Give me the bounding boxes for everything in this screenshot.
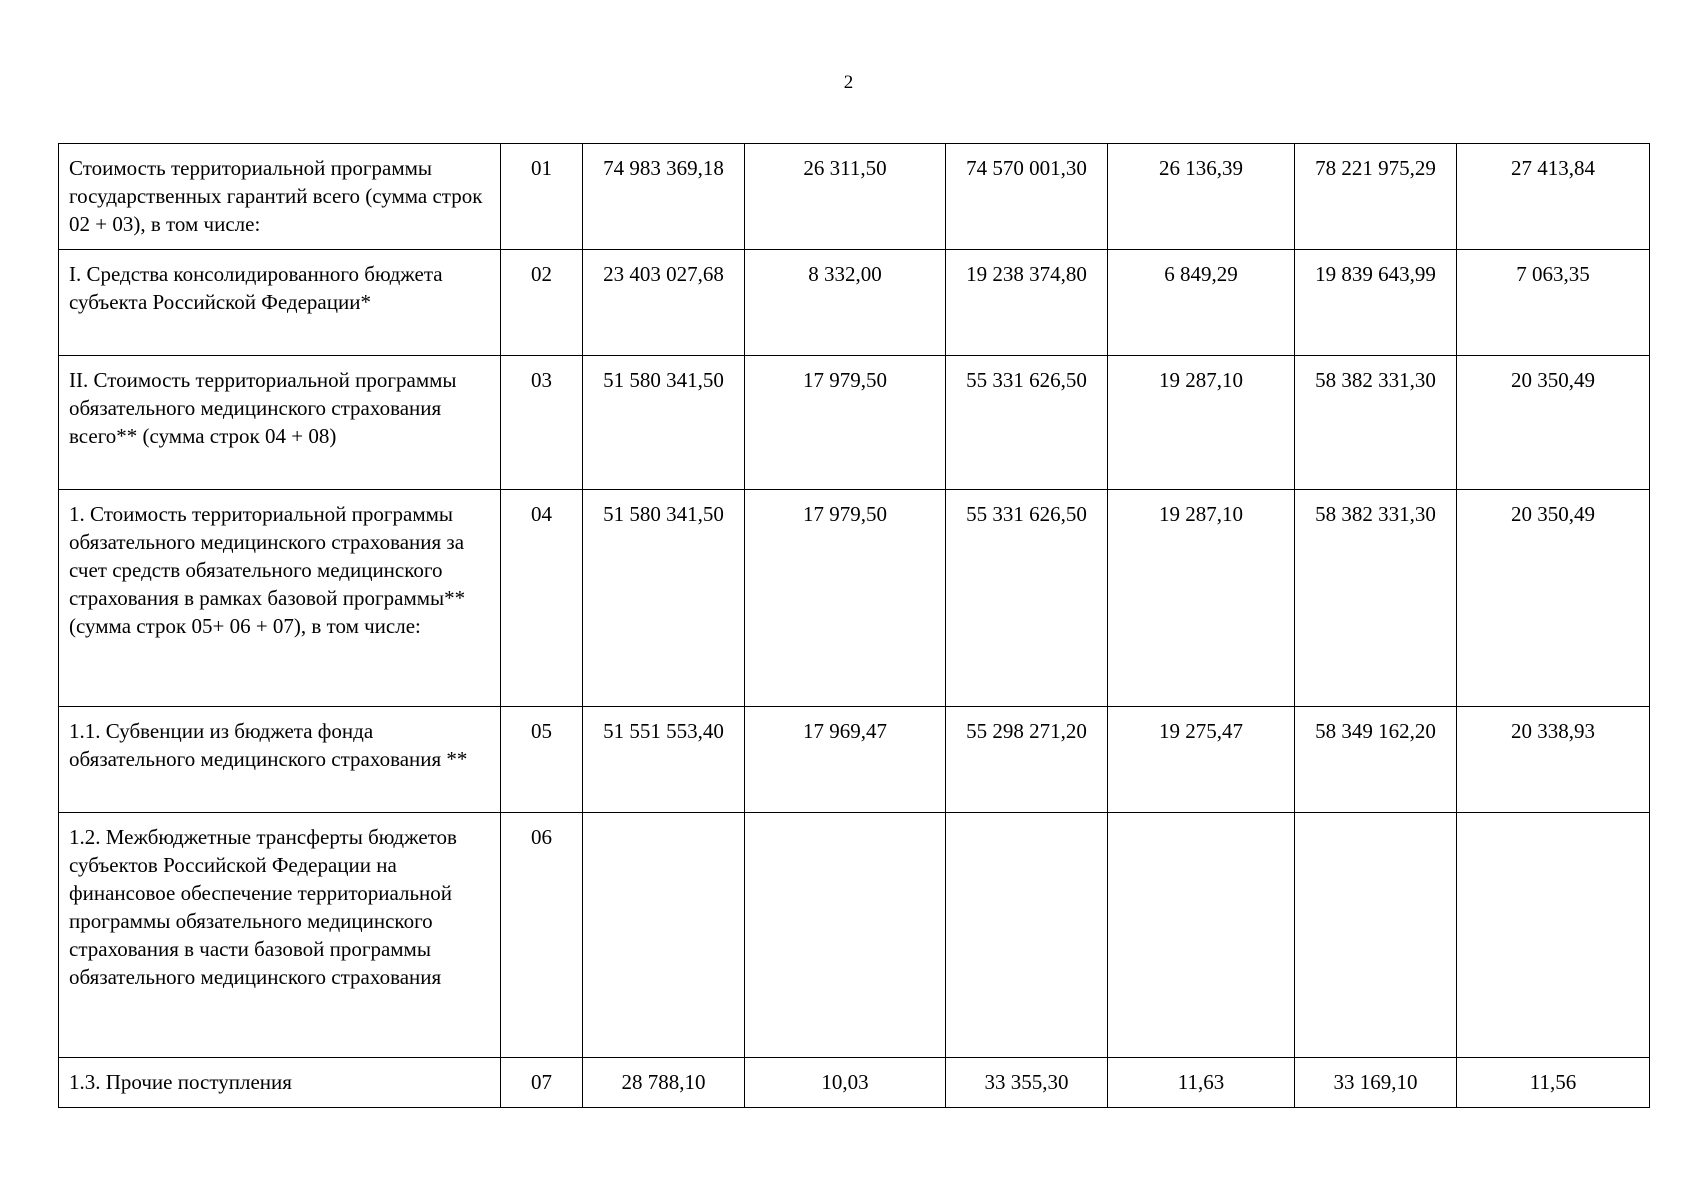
value-cell: 17 979,50 — [745, 356, 946, 490]
value-cell: 26 311,50 — [745, 144, 946, 250]
value-cell: 74 983 369,18 — [583, 144, 745, 250]
value-cell: 51 551 553,40 — [583, 707, 745, 813]
value-cell: 20 350,49 — [1457, 490, 1650, 707]
value-cell: 33 355,30 — [946, 1058, 1108, 1108]
value-cell: 19 275,47 — [1108, 707, 1295, 813]
value-cell: 26 136,39 — [1108, 144, 1295, 250]
row-name-cell: I. Средства консолидированного бюджета субъекта Российской Федерации* — [59, 250, 501, 356]
value-cell: 6 849,29 — [1108, 250, 1295, 356]
row-name-cell: 1. Стоимость территориальной программы обязательного медицинского страхования за счет средств обязательного медицинского страхования в рамках базовой программы** (сумма строк 05+ 06 + 07), в том числе: — [59, 490, 501, 707]
budget-table — [58, 143, 1650, 1108]
value-cell: 19 839 643,99 — [1295, 250, 1457, 356]
value-cell: 7 063,35 — [1457, 250, 1650, 356]
value-cell: 58 382 331,30 — [1295, 356, 1457, 490]
row-code-cell: 01 — [501, 144, 583, 250]
value-cell: 20 338,93 — [1457, 707, 1650, 813]
value-cell: 55 331 626,50 — [946, 356, 1108, 490]
value-cell: 55 331 626,50 — [946, 490, 1108, 707]
table-row — [59, 1058, 1650, 1108]
value-cell: 8 332,00 — [745, 250, 946, 356]
row-code-cell: 06 — [501, 813, 583, 1058]
table-row — [59, 144, 1650, 250]
value-cell: 23 403 027,68 — [583, 250, 745, 356]
value-cell — [1457, 813, 1650, 1058]
value-cell: 17 979,50 — [745, 490, 946, 707]
value-cell — [745, 813, 946, 1058]
value-cell: 51 580 341,50 — [583, 490, 745, 707]
value-cell — [1295, 813, 1457, 1058]
row-name-cell: Стоимость территориальной программы государственных гарантий всего (сумма строк 02 + 03), в том числе: — [59, 144, 501, 250]
row-code-cell: 04 — [501, 490, 583, 707]
value-cell: 55 298 271,20 — [946, 707, 1108, 813]
value-cell: 17 969,47 — [745, 707, 946, 813]
value-cell: 78 221 975,29 — [1295, 144, 1457, 250]
row-name-cell: 1.2. Межбюджетные трансферты бюджетов субъектов Российской Федерации на финансовое обеспечение территориальной программы обязательного медицинского страхования в части базовой программы обязательного медицинского страхования — [59, 813, 501, 1058]
value-cell: 20 350,49 — [1457, 356, 1650, 490]
value-cell: 11,63 — [1108, 1058, 1295, 1108]
table-row — [59, 356, 1650, 490]
value-cell: 58 349 162,20 — [1295, 707, 1457, 813]
row-code-cell: 02 — [501, 250, 583, 356]
row-code-cell: 05 — [501, 707, 583, 813]
value-cell: 19 238 374,80 — [946, 250, 1108, 356]
value-cell: 51 580 341,50 — [583, 356, 745, 490]
value-cell: 58 382 331,30 — [1295, 490, 1457, 707]
table-body — [59, 144, 1650, 1108]
value-cell: 27 413,84 — [1457, 144, 1650, 250]
value-cell — [583, 813, 745, 1058]
value-cell: 10,03 — [745, 1058, 946, 1108]
value-cell: 11,56 — [1457, 1058, 1650, 1108]
table-row — [59, 490, 1650, 707]
table-row — [59, 707, 1650, 813]
page-number: 2 — [843, 72, 854, 93]
value-cell: 28 788,10 — [583, 1058, 745, 1108]
row-name-cell: 1.1. Субвенции из бюджета фонда обязательного медицинского страхования ** — [59, 707, 501, 813]
value-cell — [946, 813, 1108, 1058]
row-name-cell: II. Стоимость территориальной программы обязательного медицинского страхования всего** (сумма строк 04 + 08) — [59, 356, 501, 490]
row-name-cell: 1.3. Прочие поступления — [59, 1058, 501, 1108]
row-code-cell: 03 — [501, 356, 583, 490]
table-row — [59, 813, 1650, 1058]
value-cell: 19 287,10 — [1108, 356, 1295, 490]
value-cell — [1108, 813, 1295, 1058]
table-row — [59, 250, 1650, 356]
value-cell: 33 169,10 — [1295, 1058, 1457, 1108]
row-code-cell: 07 — [501, 1058, 583, 1108]
value-cell: 19 287,10 — [1108, 490, 1295, 707]
value-cell: 74 570 001,30 — [946, 144, 1108, 250]
